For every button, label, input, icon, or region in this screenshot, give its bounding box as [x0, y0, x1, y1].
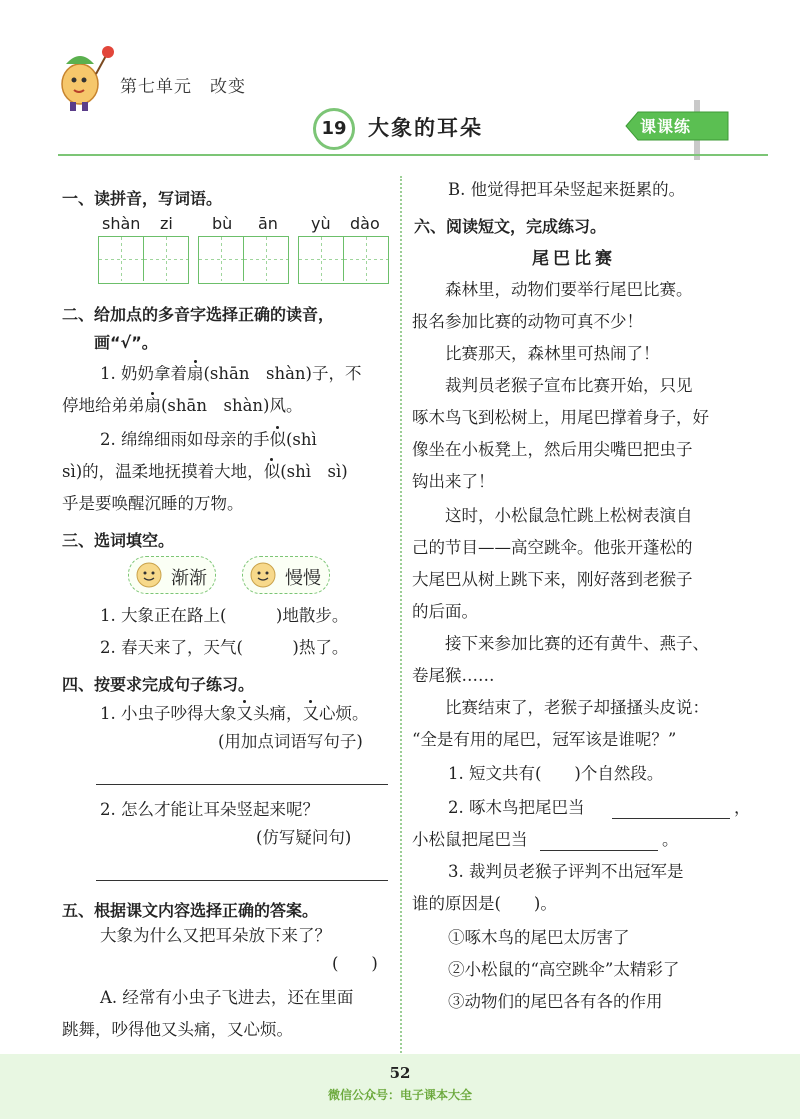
passage-line: 这时，小松鼠急忙跳上松树表演自 [412, 506, 693, 525]
section-6-title: 六、阅读短文，完成练习。 [414, 217, 607, 236]
pinyin: bù [212, 214, 233, 233]
column-divider [400, 176, 402, 1056]
option-1: ①啄木鸟的尾巴太厉害了 [448, 928, 630, 947]
question-6-3: 3. 裁判员老猴子评判不出冠军是 [448, 862, 684, 881]
grid-cell[interactable] [144, 237, 188, 281]
passage-line: 报名参加比赛的动物可真不少！ [412, 312, 643, 331]
question-2-2: 2. 绵绵细雨如母亲的手似(shì [100, 430, 317, 449]
practice-badge: 课课练 [640, 117, 692, 136]
punct: 。 [662, 830, 679, 849]
section-4-title: 四、按要求完成句子练习。 [62, 675, 255, 694]
passage-line: 大尾巴从树上跳下来，刚好落到老猴子 [412, 570, 693, 589]
passage-line: 的后面。 [412, 602, 478, 621]
question-6-1: 1. 短文共有( )个自然段。 [448, 764, 664, 783]
section-5-title: 五、根据课文内容选择正确的答案。 [62, 901, 319, 920]
question-3-2: 2. 春天来了，天气( )热了。 [100, 638, 349, 657]
page-number: 52 [389, 1064, 411, 1082]
question-2-1-cont: 停地给弟弟扇(shān shàn)风。 [62, 396, 303, 415]
hint-4-2: (仿写疑问句) [256, 828, 352, 847]
word-choice-2[interactable] [242, 556, 330, 594]
answer-line[interactable] [96, 880, 388, 881]
pinyin: dào [350, 214, 380, 233]
answer-paren[interactable]: ( ) [332, 954, 378, 973]
writing-grid[interactable] [198, 236, 289, 284]
question-2-2-end: 乎是要唤醒沉睡的万物。 [62, 494, 244, 513]
answer-line[interactable] [96, 784, 388, 785]
passage-title: 尾巴比赛 [532, 249, 616, 269]
answer-line[interactable] [612, 818, 730, 819]
wechat-watermark: 微信公众号：电子课本大全 [327, 1088, 472, 1102]
passage-line: 卷尾猴…… [412, 666, 495, 685]
question-4-1: 1. 小虫子吵得大象又头痛，又心烦。 [100, 704, 369, 723]
writing-grid[interactable] [98, 236, 189, 284]
pinyin: yù [311, 214, 331, 233]
hint-4-1: (用加点词语写句子) [218, 732, 363, 751]
punct: ， [734, 798, 751, 817]
smiley-icon [135, 561, 163, 589]
passage-line: 接下来参加比赛的还有黄牛、燕子、 [412, 634, 709, 653]
option-b: B. 他觉得把耳朵竖起来挺累的。 [448, 180, 686, 199]
passage-line: 己的节目——高空跳伞。他张开蓬松的 [412, 538, 693, 557]
passage-line: 比赛那天，森林里可热闹了！ [412, 344, 660, 363]
word-label: 渐渐 [171, 568, 207, 589]
section-1-title: 一、读拼音，写词语。 [62, 189, 223, 208]
mascot-illustration [50, 44, 114, 112]
question-2-1: 1. 奶奶拿着扇(shān shàn)子，不 [100, 364, 362, 383]
option-3: ③动物们的尾巴各有各的作用 [448, 992, 663, 1011]
section-3-title: 三、选词填空。 [62, 531, 175, 550]
passage-line: 比赛结束了，老猴子却搔搔头皮说： [412, 698, 709, 717]
question-4-2: 2. 怎么才能让耳朵竖起来呢？ [100, 800, 319, 819]
grid-cell[interactable] [199, 237, 244, 281]
answer-line[interactable] [540, 850, 658, 851]
section-2-title: 二、给加点的多音字选择正确的读音， [62, 305, 335, 324]
passage-line: “全是有用的尾巴，冠军该是谁呢？” [412, 730, 677, 749]
lesson-number: 19 [313, 108, 355, 150]
passage-line: 像坐在小板凳上，然后用尖嘴巴把虫子 [412, 440, 693, 459]
passage-line: 森林里，动物们要举行尾巴比赛。 [412, 280, 693, 299]
question-6-2-cont: 小松鼠把尾巴当 [412, 830, 528, 849]
grid-cell[interactable] [344, 237, 388, 281]
grid-cell[interactable] [99, 237, 144, 281]
passage-line: 啄木鸟飞到松树上，用尾巴撑着身子，好 [412, 408, 709, 427]
writing-grid[interactable] [298, 236, 389, 284]
smiley-icon [249, 561, 277, 589]
passage-line: 钩出来了！ [412, 472, 495, 491]
pinyin: zi [160, 214, 173, 233]
word-choice-1[interactable] [128, 556, 216, 594]
pinyin: shàn [102, 214, 141, 233]
word-label: 慢慢 [285, 568, 321, 589]
question-2-2-cont: sì)的，温柔地抚摸着大地，似(shì sì) [62, 462, 348, 481]
section-2-title-cont: 画“√”。 [94, 333, 158, 352]
question-3-1: 1. 大象正在路上( )地散步。 [100, 606, 349, 625]
question-6-3-cont: 谁的原因是( )。 [412, 894, 557, 913]
grid-cell[interactable] [299, 237, 344, 281]
header-divider [58, 154, 768, 156]
question-5: 大象为什么又把耳朵放下来了？ [100, 926, 331, 945]
option-2: ②小松鼠的“高空跳伞”太精彩了 [448, 960, 680, 979]
grid-cell[interactable] [244, 237, 288, 281]
lesson-title: 大象的耳朵 [368, 116, 483, 140]
pinyin: ān [258, 214, 278, 233]
unit-label: 第七单元 改变 [120, 77, 246, 97]
option-a: A. 经常有小虫子飞进去，还在里面 [100, 988, 354, 1007]
passage-line: 裁判员老猴子宣布比赛开始，只见 [412, 376, 693, 395]
option-a-cont: 跳舞，吵得他又头痛，又心烦。 [62, 1020, 293, 1039]
question-6-2: 2. 啄木鸟把尾巴当 [448, 798, 585, 817]
